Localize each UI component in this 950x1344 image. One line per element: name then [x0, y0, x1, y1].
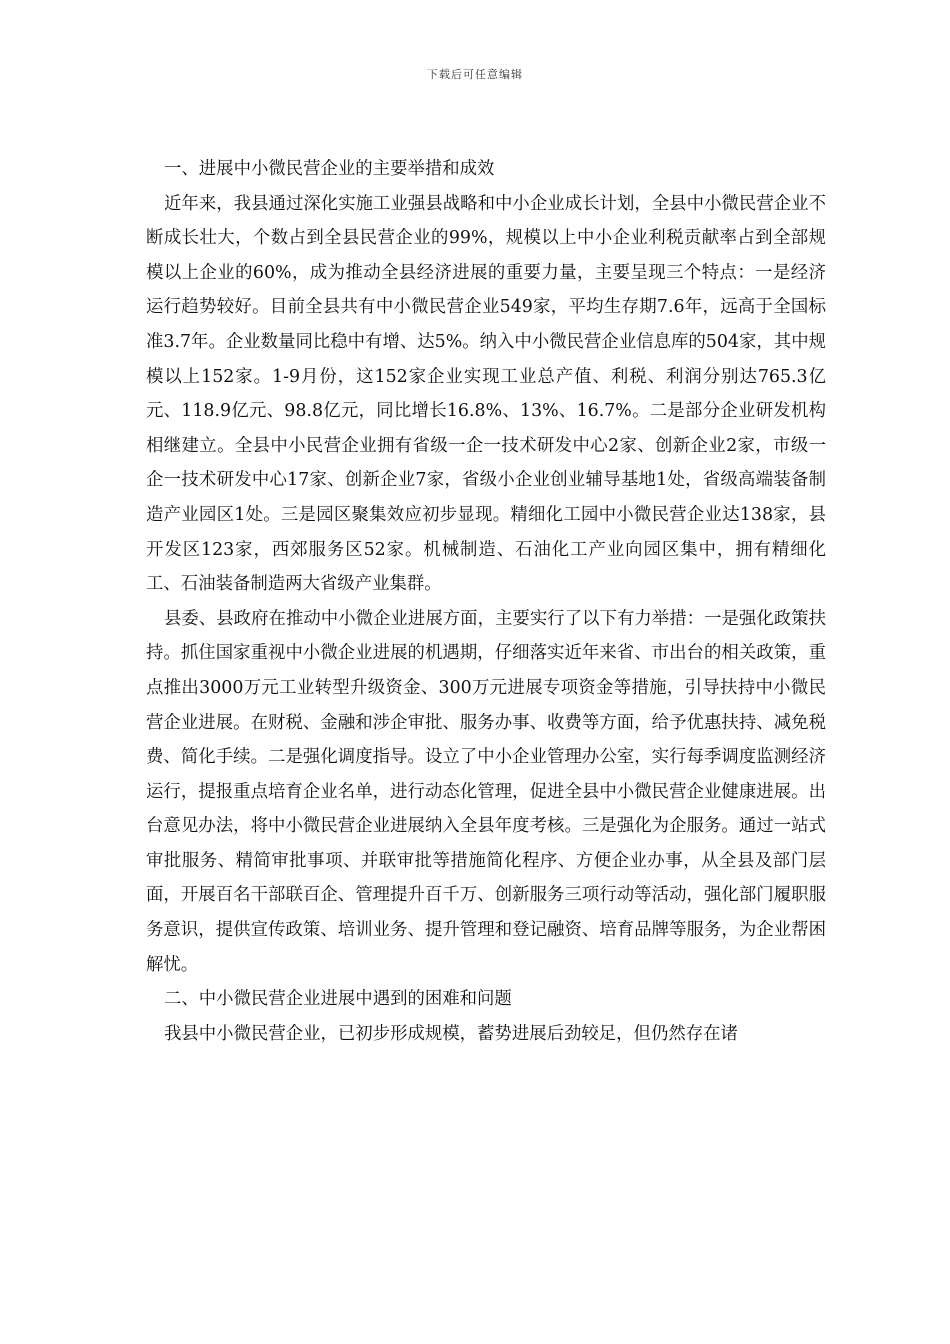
- section-1-paragraph-2: 县委、县政府在推动中小微企业进展方面，主要实行了以下有力举措：一是强化政策扶持。抓住国家重视中小微企业进展的机遇期，仔细落实近年来省、市出台的相关政策，重点推出3000万元工业转型升级资金、300万元进展专项资金等措施，引导扶持中小微民营企业进展。在财税、金融和涉企审批、服务办事、收费等方面，给予优惠扶持、减免税费、简化手续。二是强化调度指导。设立了中小企业管理办公室，实行每季调度监测经济运行，提报重点培育企业名单，进行动态化管理，促进全县中小微民营企业健康进展。出台意见办法，将中小微民营企业进展纳入全县年度考核。三是强化为企服务。通过一站式审批服务、精简审批事项、并联审批等措施简化程序、方便企业办事，从全县及部门层面，开展百名干部联百企、管理提升百千万、创新服务三项行动等活动，强化部门履职服务意识，提供宣传政策、培训业务、提升管理和登记融资、培育品牌等服务，为企业帮困解忧。: [146, 608, 826, 975]
- page-header: 下载后可任意编辑: [427, 68, 523, 81]
- document-body: [146, 152, 826, 1051]
- section-1-heading: 一、进展中小微民营企业的主要举措和成效: [164, 159, 495, 179]
- section-2-paragraph-1: 我县中小微民营企业，已初步形成规模，蓄势进展后劲较足，但仍然存在诸: [164, 1023, 738, 1044]
- section-2-heading: 二、中小微民营企业进展中遇到的困难和问题: [164, 989, 512, 1010]
- section-1-paragraph-1: 近年来，我县通过深化实施工业强县战略和中小企业成长计划，全县中小微民营企业不断成长壮大，个数占到全县民营企业的99%，规模以上中小企业利税贡献率占到全部规模以上企业的60%，成为推动全县经济进展的重要力量，主要呈现三个特点：一是经济运行趋势较好。目前全县共有中小微民营企业549家，平均生存期7.6年，远高于全国标准3.7年。企业数量同比稳中有增、达5%。纳入中小微民营企业信息库的504家，其中规模以上152家。1-9月份，这152家企业实现工业总产值、利税、利润分别达765.3亿元、118.9亿元、98.8亿元，同比增长16.8%、13%、16.7%。二是部分企业研发机构相继建立。全县中小民营企业拥有省级一企一技术研发中心2家、创新企业2家，市级一企一技术研发中心17家、创新企业7家，省级小企业创业辅导基地1处，省级高端装备制造产业园区1处。三是园区聚集效应初步显现。精细化工园中小微民营企业达138家，县开发区123家，西郊服务区52家。机械制造、石油化工产业向园区集中，拥有精细化工、石油装备制造两大省级产业集群。: [146, 193, 826, 595]
